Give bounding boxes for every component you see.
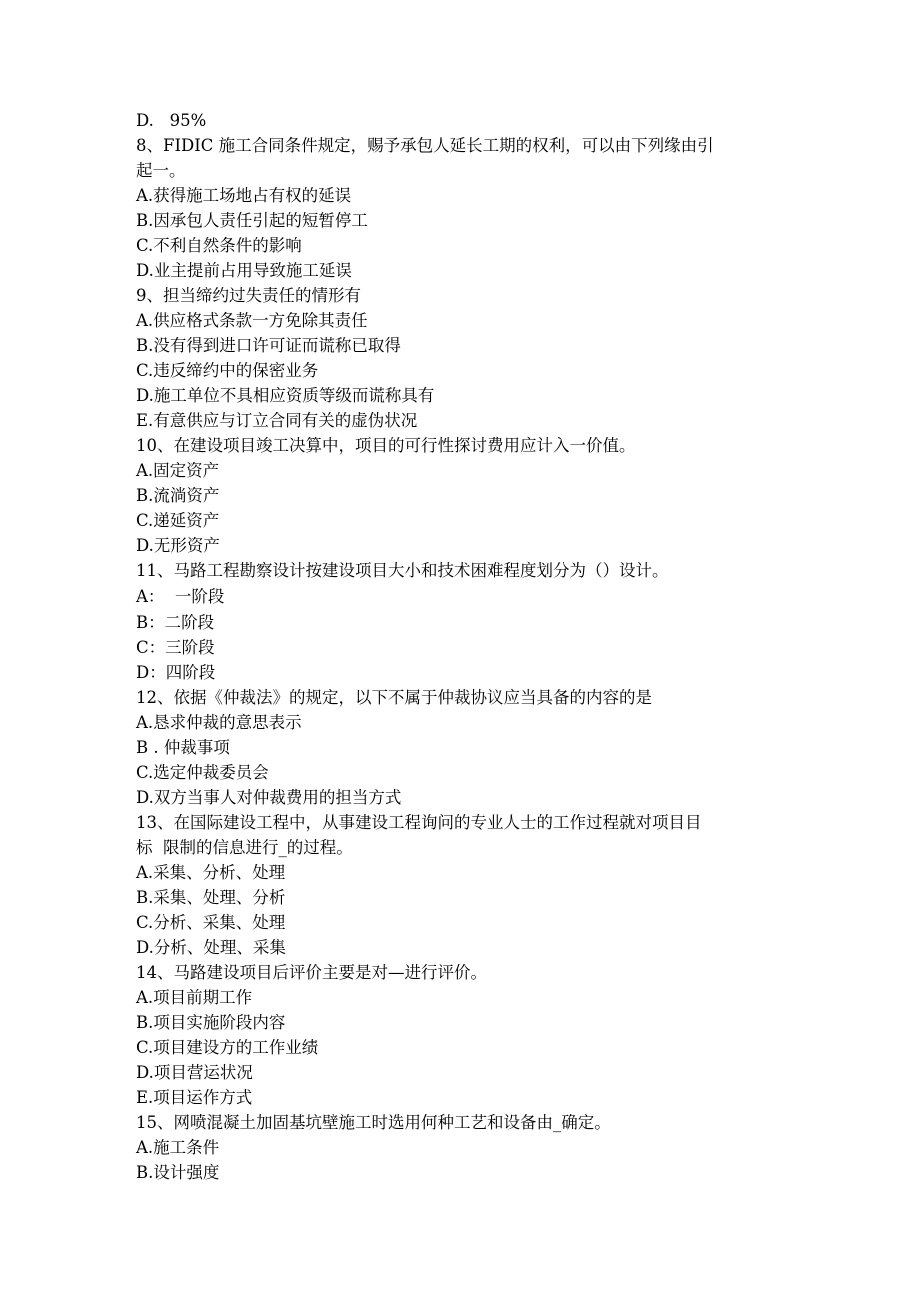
- option-line: D.无形资产: [136, 536, 220, 555]
- option-line: B.没有得到进口许可证而谎称已取得: [136, 336, 401, 355]
- option-line: D.项目营运状况: [136, 1063, 253, 1082]
- option-line: D.双方当事人对仲裁费用的担当方式: [136, 788, 402, 807]
- option-line: B：二阶段: [136, 613, 215, 632]
- option-line: B.因承包人责任引起的短暂停工: [136, 211, 368, 230]
- option-line: A.供应格式条款一方免除其责任: [136, 311, 368, 330]
- question-12-stem: 12、依据《仲裁法》的规定，以下不属于仲裁协议应当具备的内容的是: [136, 688, 652, 707]
- option-line: C.选定仲裁委员会: [136, 763, 269, 782]
- question-13-stem: 13、在国际建设工程中，从事建设工程询问的专业人士的工作过程就对项目目: [136, 813, 702, 832]
- option-line: B.流淌资产: [136, 486, 220, 505]
- option-line: A.项目前期工作: [136, 988, 253, 1007]
- question-8-stem-cont: 起一。: [136, 161, 186, 180]
- option-line: D.业主提前占用导致施工延误: [136, 261, 352, 280]
- option-line: B.设计强度: [136, 1163, 220, 1182]
- question-8-stem: 8、FIDIC 施工合同条件规定，赐予承包人延长工期的权利，可以由下列缘由引: [136, 136, 714, 155]
- option-line: A.固定资产: [136, 461, 220, 480]
- option-line: C.递延资产: [136, 511, 220, 530]
- question-15-stem: 15、网喷混凝土加固基坑壁施工时选用何种工艺和设备由_确定。: [136, 1113, 611, 1132]
- option-line: C.分析、采集、处理: [136, 913, 286, 932]
- question-13-stem-cont: 标 限制的信息进行_的过程。: [136, 838, 353, 857]
- option-line: B . 仲裁事项: [136, 738, 230, 757]
- option-line: B.项目实施阶段内容: [136, 1013, 286, 1032]
- option-line: E.项目运作方式: [136, 1088, 253, 1107]
- option-line: C：三阶段: [136, 638, 215, 657]
- question-11-stem: 11、马路工程勘察设计按建设项目大小和技术困难程度划分为（）设计。: [136, 561, 669, 580]
- option-line: D.分析、处理、采集: [136, 938, 286, 957]
- question-14-stem: 14、马路建设项目后评价主要是对—进行评价。: [136, 963, 487, 982]
- option-line: A： 一阶段: [136, 587, 225, 606]
- option-line: D.施工单位不具相应资质等级而谎称具有: [136, 386, 435, 405]
- text-line: D. 95%: [136, 111, 207, 130]
- option-line: B.采集、处理、分析: [136, 888, 286, 907]
- question-9-stem: 9、担当缔约过失责任的情形有: [136, 286, 361, 305]
- document-page: [136, 108, 786, 1185]
- option-line: A.施工条件: [136, 1138, 220, 1157]
- option-line: D：四阶段: [136, 663, 216, 682]
- option-line: C.项目建设方的工作业绩: [136, 1038, 319, 1057]
- option-line: C.违反缔约中的保密业务: [136, 361, 319, 380]
- option-line: E.有意供应与订立合同有关的虚伪状况: [136, 411, 418, 430]
- question-10-stem: 10、在建设项目竣工决算中，项目的可行性探讨费用应计入一价值。: [136, 436, 636, 455]
- option-line: C.不利自然条件的影响: [136, 236, 302, 255]
- option-line: A.采集、分析、处理: [136, 863, 286, 882]
- option-line: A.恳求仲裁的意思表示: [136, 713, 302, 732]
- option-line: A.获得施工场地占有权的延误: [136, 186, 352, 205]
